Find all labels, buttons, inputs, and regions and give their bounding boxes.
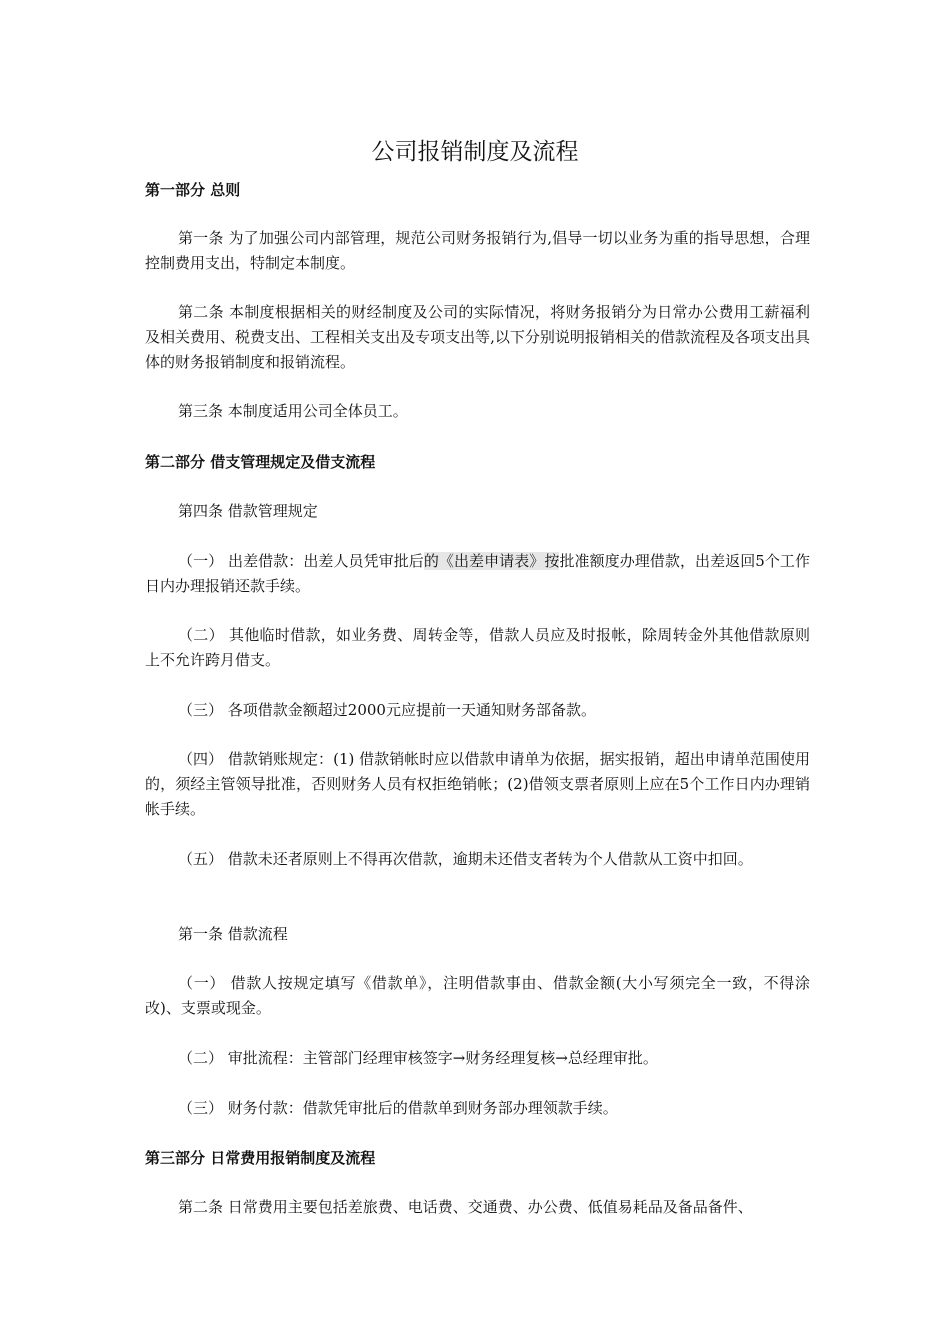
part3-heading: 第三部分 日常费用报销制度及流程 (145, 1149, 376, 1167)
loan-writeoff-paragraph: （四） 借款销账规定：(1) 借款销帐时应以借款申请单为依据，据实报销，超出申请单范围使用的，须经主管领导批准，否则财务人员有权拒绝销帐；(2)借领支票者原则上应在5个工作日内办理销帐手续。 (145, 750, 810, 818)
article-3-paragraph: 第三条 本制度适用公司全体员工。 (178, 402, 408, 420)
loan-process-heading: 第一条 借款流程 (178, 925, 288, 943)
temporary-loan-paragraph: （二） 其他临时借款，如业务费、周转金等，借款人员应及时报帐，除周转金外其他借款原则上不允许跨月借支。 (145, 626, 810, 669)
part2-heading: 第二部分 借支管理规定及借支流程 (145, 453, 376, 471)
loan-form-paragraph: （一） 借款人按规定填写《借款单》，注明借款事由、借款金额(大小写须完全一致，不得涂改)、支票或现金。 (145, 974, 810, 1017)
highlighted-text: 的《出差申请表》按 (423, 552, 560, 570)
article-4-paragraph: 第四条 借款管理规定 (178, 502, 318, 520)
article-1-paragraph: 第一条 为了加强公司内部管理，规范公司财务报销行为,倡导一切以业务为重的指导思想，合理控制费用支出，特制定本制度。 (145, 229, 810, 272)
paragraph-text: 批准额度办理借款，出差返回5个工作日内办理报销还款手续。 (145, 552, 810, 595)
business-trip-loan-paragraph (145, 549, 810, 599)
document-title: 公司报销制度及流程 (371, 139, 579, 165)
paragraph-text: （一） 出差借款：出差人员凭审批后 (178, 552, 424, 570)
loan-amount-paragraph: （三） 各项借款金额超过2000元应提前一天通知财务部备款。 (178, 701, 596, 719)
finance-payment-paragraph: （三） 财务付款：借款凭审批后的借款单到财务部办理领款手续。 (178, 1099, 618, 1117)
unpaid-loan-paragraph: （五） 借款未还者原则上不得再次借款，逾期未还借支者转为个人借款从工资中扣回。 (178, 850, 753, 868)
daily-expense-paragraph: 第二条 日常费用主要包括差旅费、电话费、交通费、办公费、低值易耗品及备品备件、 (178, 1198, 753, 1216)
part1-heading: 第一部分 总则 (145, 181, 241, 199)
article-2-paragraph: 第二条 本制度根据相关的财经制度及公司的实际情况，将财务报销分为日常办公费用工薪福利及相关费用、税费支出、工程相关支出及专项支出等,以下分别说明报销相关的借款流程及各项支出具体的财务报销制度和报销流程。 (145, 303, 810, 371)
approval-process-paragraph: （二） 审批流程：主管部门经理审核签字→财务经理复核→总经理审批。 (178, 1049, 658, 1067)
